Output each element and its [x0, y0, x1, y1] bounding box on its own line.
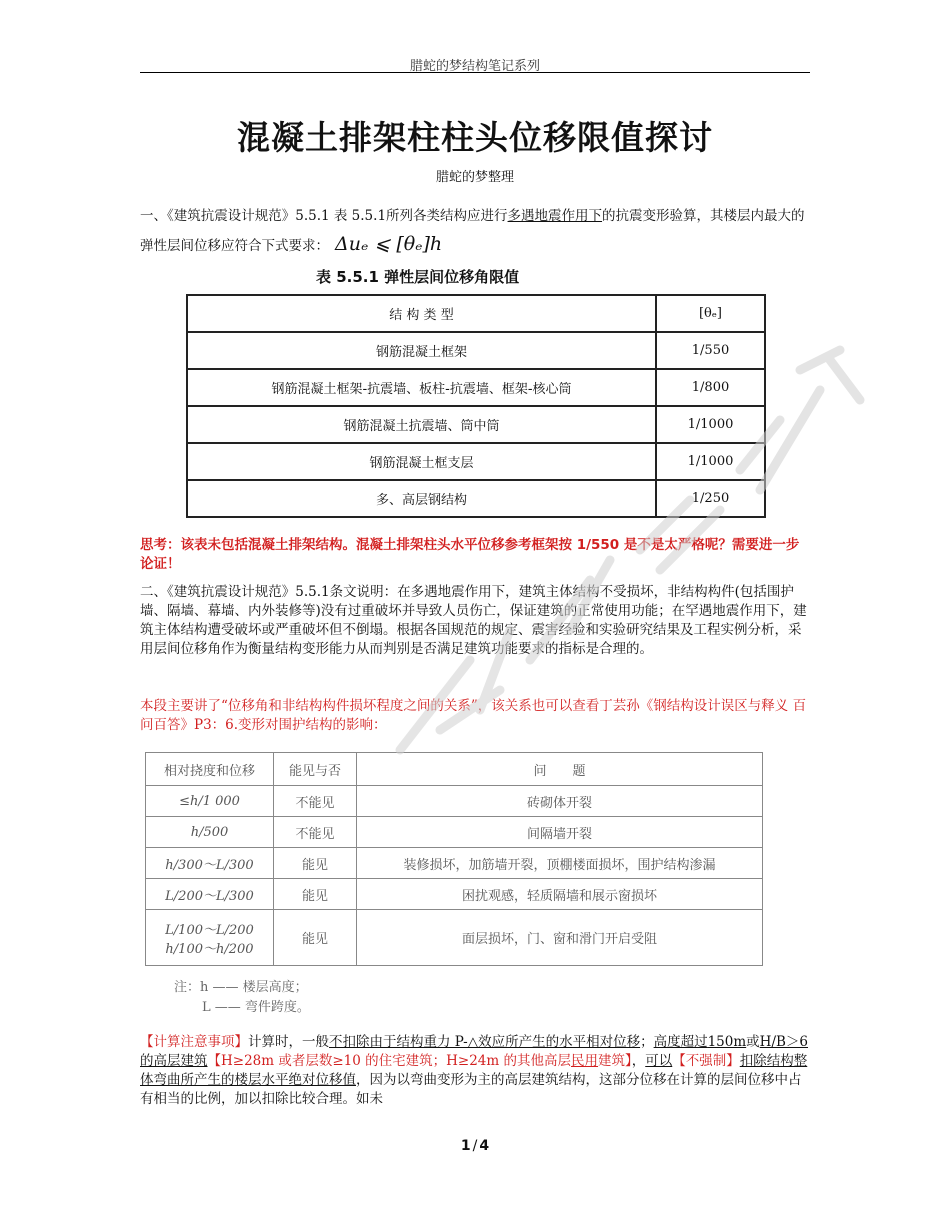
text-run: 计算时，一般: [248, 1034, 329, 1050]
table-cell: 1/250: [656, 480, 765, 517]
header-rule: [140, 72, 810, 73]
header-visible: 能见与否: [274, 753, 357, 786]
underlined-run: 扣除结构整体弯曲所产生的楼层水平绝对位移值: [140, 1053, 808, 1088]
underlined-run: 的高层建筑: [140, 1053, 208, 1069]
displacement-formula: Δuₑ ⩽ [θₑ]h: [335, 233, 443, 255]
table-cell: 多、高层钢结构: [187, 480, 656, 517]
table-cell: 1/800: [656, 369, 765, 406]
table-cell: 间隔墙开裂: [357, 817, 763, 848]
table-cell: [146, 910, 274, 966]
text-run: ；: [640, 1034, 654, 1050]
table-cell: 钢筋混凝土抗震墙、筒中筒: [187, 406, 656, 443]
text-run: ，因为以弯曲变形为主的高层建筑结构，这部分位移在计算的层间位移中占有相当的比例，加以扣除比较合理。如未: [140, 1072, 802, 1107]
underlined-run: 可以: [645, 1053, 673, 1069]
table-2-note-1: 注：h —— 楼层高度；: [174, 980, 308, 995]
text-run: 或: [746, 1034, 760, 1050]
page-total: 4: [479, 1138, 490, 1154]
table-row: [146, 879, 763, 910]
table-cell: 钢筋混凝土框架: [187, 332, 656, 369]
text-run: ，: [631, 1053, 646, 1069]
table-cell: 面层损坏，门、窗和滑门开启受阻: [357, 910, 763, 966]
calc-notes-label: 【计算注意事项】: [140, 1034, 248, 1050]
table-cell: 钢筋混凝土框架-抗震墙、板柱-抗震墙、框架-核心筒: [187, 369, 656, 406]
table-cell-line: h/100～h/200: [165, 941, 254, 957]
table-row: [146, 817, 763, 848]
table-row: [146, 786, 763, 817]
page-number: [0, 1138, 950, 1154]
page-current: 1: [460, 1138, 471, 1154]
table-cell: 不能见: [274, 817, 357, 848]
table-row: [187, 369, 765, 406]
underlined-run: H/B＞6: [759, 1034, 809, 1050]
table-cell: 能见: [274, 848, 357, 879]
section-3-paragraph: 本段主要讲了“位移角和非结构构件损坏程度之间的关系”，该关系也可以查看丁芸孙《钢结构设计误区与释义 百问百答》P3：6.变形对围护结构的影响：: [140, 698, 807, 733]
section-2-paragraph: 二、《建筑抗震设计规范》5.5.1条文说明：在多遇地震作用下，建筑主体结构不受损坏，非结构构件(包括围护墙、隔墙、幕墙、内外装修等)没有过重破坏并导致人员伤亡，保证建筑的正常使用功能；在罕遇地震作用下，建筑主体结构遭受破坏或严重破坏但不倒塌。根据各国规范的规定、震害经验和实验研究结果及工程实例分析，采用层间位移角作为衡量结构变形能力从而判别是否满足建筑功能要求的指标是合理的。: [140, 584, 807, 657]
section-1-underlined: 多遇地震作用下: [507, 208, 603, 224]
table-header-row: [146, 753, 763, 786]
header-theta: [θₑ]: [656, 295, 765, 332]
underlined-run: 150m: [707, 1034, 747, 1050]
table-cell: 1/1000: [656, 443, 765, 480]
deflection-effects-table: [145, 752, 763, 966]
table-cell: 砖砌体开裂: [357, 786, 763, 817]
table-row: [187, 332, 765, 369]
header-problem: 问 题: [357, 753, 763, 786]
red-underlined-run: 民用: [571, 1053, 598, 1069]
red-run: 【H≥28m 或者层数≥10 的住宅建筑；H≥24m 的其他高层: [207, 1053, 571, 1069]
running-header: 腊蛇的梦结构笔记系列: [409, 59, 540, 74]
think-note: 思考：该表未包括混凝土排架结构。混凝土排架柱头水平位移参考框架按 1/550 是不是太严格呢？需要进一步论证！: [140, 537, 800, 572]
section-1-text-a: 一、《建筑抗震设计规范》5.5.1 表 5.5.1所列各类结构应进行: [140, 208, 508, 224]
table-row: [187, 480, 765, 517]
table-row: [146, 910, 763, 966]
header-structure-type: 结 构 类 型: [187, 295, 656, 332]
section-1-text-b: 的抗震变形验算，其楼层内最大的弹性层间位移应符合下式要求：: [140, 208, 805, 254]
table-cell: 钢筋混凝土框支层: [187, 443, 656, 480]
header-relative-deflection: 相对挠度和位移: [146, 753, 274, 786]
table-cell-line: L/100～L/200: [165, 922, 254, 938]
section-1-paragraph: [140, 202, 810, 260]
table-2-note-2: L —— 弯件跨度。: [202, 1000, 310, 1015]
table-cell: 困扰观感，轻质隔墙和展示窗损坏: [357, 879, 763, 910]
table-cell: 不能见: [274, 786, 357, 817]
red-run: 【不强制】: [672, 1053, 740, 1069]
underlined-run: 不扣除由于结构重力 P-△效应所产生的水平相对位移: [329, 1034, 641, 1050]
table-cell: h/300～L/300: [146, 848, 274, 879]
table-cell: ≤h/1 000: [146, 786, 274, 817]
table-cell: 能见: [274, 910, 357, 966]
table-row: [187, 406, 765, 443]
table-cell: L/200～L/300: [146, 879, 274, 910]
table-cell: 装修损坏，加筋墙开裂，顶棚楼面损坏，围护结构渗漏: [357, 848, 763, 879]
red-run: 建筑】: [598, 1053, 632, 1069]
table-row: [146, 848, 763, 879]
table-row: [187, 443, 765, 480]
document-subtitle: 腊蛇的梦整理: [435, 170, 514, 185]
section-4-paragraph: [140, 1033, 810, 1109]
document-title: 混凝土排架柱柱头位移限值探讨: [237, 118, 713, 157]
table-cell: h/500: [146, 817, 274, 848]
table-cell: 能见: [274, 879, 357, 910]
underlined-run: 高度超过: [653, 1034, 708, 1050]
table-header-row: [187, 295, 765, 332]
drift-limit-table: [186, 294, 766, 518]
table-cell: 1/550: [656, 332, 765, 369]
table-1-caption: 表 5.5.1 弹性层间位移角限值: [316, 268, 520, 286]
table-cell: 1/1000: [656, 406, 765, 443]
page-separator: /: [472, 1138, 478, 1154]
